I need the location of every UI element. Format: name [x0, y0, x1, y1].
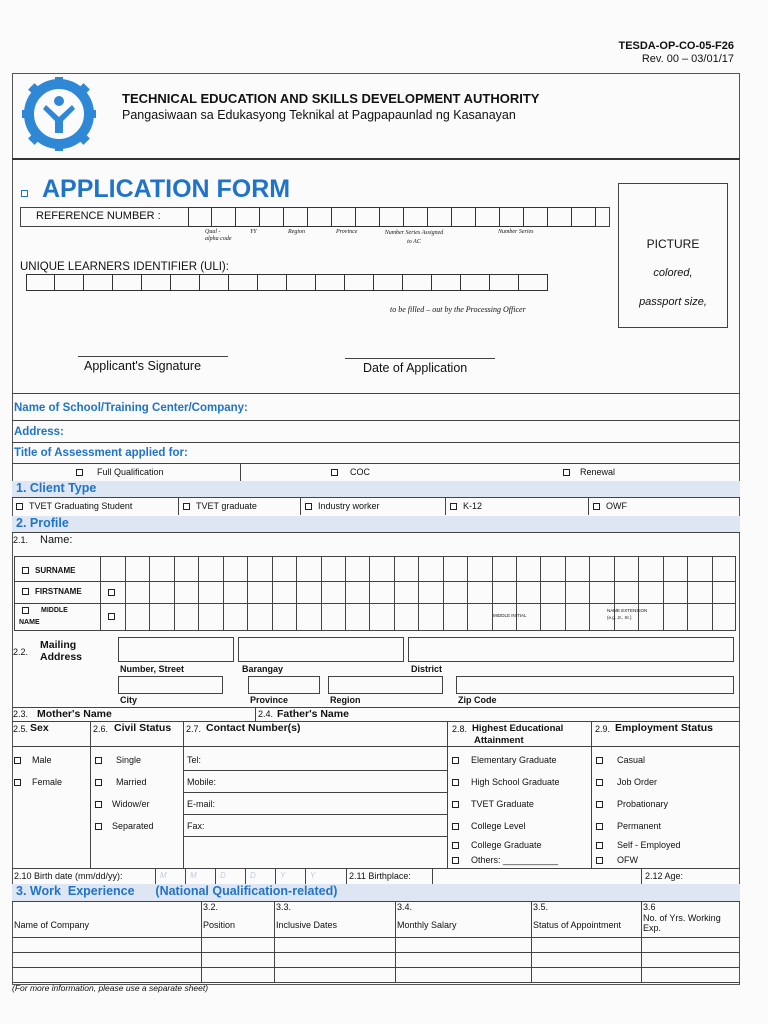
option-label: High School Graduate	[471, 777, 560, 787]
picture-label: PICTURE	[646, 237, 700, 251]
work-heading: 3. Work Experience (National Qualification-related)	[16, 884, 338, 898]
province-field[interactable]	[248, 676, 320, 694]
work-row-divider	[12, 967, 740, 968]
divider	[12, 868, 740, 869]
name-cell-divider	[321, 556, 322, 631]
birthplace-label: 2.11 Birthplace:	[349, 871, 411, 881]
client-owf[interactable]	[593, 501, 627, 511]
option-label: TVET graduate	[196, 501, 257, 511]
street-field[interactable]	[118, 637, 234, 662]
date-line[interactable]	[345, 358, 495, 359]
ref-sub-series: Number Series	[498, 229, 534, 235]
form-code: TESDA-OP-CO-05-F26	[618, 40, 734, 52]
work-col-divider	[201, 901, 202, 982]
sex-num: 2.5.	[13, 724, 29, 734]
divider	[183, 792, 447, 793]
revision: Rev. 00 – 03/01/17	[641, 53, 734, 65]
reference-cells[interactable]	[188, 207, 596, 227]
assessment-label: Title of Assessment applied for:	[14, 447, 188, 459]
name-cell-divider	[589, 556, 590, 631]
contact-label: Contact Number(s)	[206, 722, 301, 734]
birthdate-cell[interactable]: M	[155, 868, 185, 884]
divider	[591, 721, 592, 868]
address-label: Address:	[14, 426, 64, 438]
name-label: Name:	[40, 534, 73, 546]
birthdate-cell[interactable]: Y	[275, 868, 305, 884]
picture-colored: colored,	[653, 267, 693, 279]
name-cell-divider	[540, 556, 541, 631]
name-cell-divider	[467, 556, 468, 631]
name-cell-divider	[125, 556, 126, 631]
option-label: OFW	[617, 855, 638, 865]
divider	[12, 901, 740, 902]
work-col-num: 3.3.	[276, 902, 292, 912]
middle-label[interactable]	[22, 607, 68, 614]
name-cell-divider	[174, 556, 175, 631]
district-label: District	[411, 664, 443, 674]
emp-probationary[interactable]	[596, 799, 668, 809]
profile-band	[12, 516, 740, 532]
work-col-header: Status of Appointment	[533, 920, 622, 930]
work-col-header: Monthly Salary	[397, 920, 457, 930]
birthdate-label: 2.10 Birth date (mm/dd/yy):	[14, 871, 123, 881]
city-field[interactable]	[118, 676, 223, 694]
mobile-label: Mobile:	[187, 777, 217, 787]
divider	[183, 814, 447, 815]
work-col-divider	[274, 901, 275, 982]
sex-label: Sex	[30, 722, 49, 734]
divider	[12, 393, 740, 394]
street-label: Number, Street	[120, 664, 185, 674]
birthdate-cell[interactable]: D	[215, 868, 245, 884]
mailing-label-1: Mailing	[40, 639, 77, 651]
client-industry-worker[interactable]	[305, 501, 380, 511]
emp-self-employed[interactable]	[596, 840, 681, 850]
ref-sub-province: Province	[336, 229, 358, 235]
zip-field[interactable]	[456, 676, 734, 694]
emp-num: 2.9.	[595, 724, 611, 734]
father-label: Father's Name	[277, 708, 349, 720]
uli-label: UNIQUE LEARNERS IDENTIFIER (ULI):	[20, 261, 229, 273]
client-type-heading: 1. Client Type	[16, 481, 97, 495]
work-row-divider	[12, 937, 740, 938]
option-label: COC	[350, 467, 370, 477]
title-checkbox[interactable]	[21, 190, 28, 197]
edu-college-grad[interactable]	[452, 840, 542, 850]
birthdate-cell[interactable]: D	[245, 868, 275, 884]
region-field[interactable]	[328, 676, 443, 694]
option-label: FIRSTNAME	[35, 587, 82, 596]
processing-note: to be filled – out by the Processing Officer	[390, 305, 526, 314]
divider	[14, 581, 736, 582]
emp-permanent[interactable]	[596, 821, 661, 831]
signature-line[interactable]	[78, 356, 228, 357]
mailing-num: 2.2.	[13, 647, 29, 657]
picture-size: passport size,	[639, 296, 707, 308]
option-label: Probationary	[617, 799, 669, 809]
zip-label: Zip Code	[458, 695, 497, 705]
divider	[183, 836, 447, 837]
option-label: Separated	[112, 821, 154, 831]
surname-label[interactable]	[22, 566, 75, 575]
city-label: City	[120, 695, 138, 705]
divider	[447, 721, 448, 868]
barangay-field[interactable]	[238, 637, 404, 662]
name-cell-divider	[663, 556, 664, 631]
firstname-checkbox[interactable]	[108, 589, 115, 596]
header-divider	[12, 158, 740, 160]
edu-num: 2.8.	[452, 724, 468, 734]
divider	[432, 868, 433, 884]
edu-tvet[interactable]	[452, 799, 534, 809]
name-cell-divider	[247, 556, 248, 631]
option-label: Self - Employed	[617, 840, 681, 850]
emp-label: Employment Status	[615, 722, 714, 734]
name-num: 2.1.	[13, 535, 29, 545]
age-label: 2.12 Age:	[645, 871, 684, 881]
name-cell-divider	[198, 556, 199, 631]
option-label: Male	[32, 755, 52, 765]
option-label: Casual	[617, 755, 646, 765]
work-col-num: 3.6	[643, 902, 656, 912]
client-type-band	[12, 481, 740, 497]
name-ext-hint: (e.g. Jr., Sr.)	[607, 615, 632, 620]
mother-label: Mother's Name	[37, 708, 112, 720]
ref-sub-yy: YY	[250, 229, 257, 235]
edu-elementary[interactable]	[452, 755, 557, 765]
name-cell-divider	[296, 556, 297, 631]
tesda-logo-icon	[20, 75, 98, 153]
work-col-header: Position	[203, 920, 236, 930]
contact-num: 2.7.	[186, 724, 202, 734]
name-cell-divider	[149, 556, 150, 631]
name-cell-divider	[418, 556, 419, 631]
option-label: Job Order	[617, 777, 658, 787]
option-label: Married	[116, 777, 147, 787]
civil-widow[interactable]	[95, 799, 150, 809]
option-label: Full Qualification	[97, 467, 164, 477]
civil-married[interactable]	[95, 777, 147, 787]
divider	[240, 463, 241, 481]
sex-female[interactable]	[14, 777, 62, 787]
divider	[255, 707, 256, 721]
work-col-num: 3.2.	[203, 902, 219, 912]
civil-label: Civil Status	[114, 722, 172, 734]
name-cell-divider	[712, 556, 713, 631]
emp-casual[interactable]	[596, 755, 645, 765]
name-cell-divider	[638, 556, 639, 631]
school-label: Name of School/Training Center/Company:	[14, 402, 248, 414]
divider	[12, 463, 740, 464]
divider	[641, 868, 642, 884]
work-col-header: No. of Yrs. Working Exp.	[643, 913, 721, 933]
divider	[12, 707, 740, 708]
name-cell-divider	[369, 556, 370, 631]
ref-sub-qual: Qual - alpha code	[205, 229, 232, 242]
work-col-header: Inclusive Dates	[276, 920, 338, 930]
work-col-num: 3.5.	[533, 902, 549, 912]
divider	[445, 497, 446, 515]
fax-label: Fax:	[187, 821, 205, 831]
divider	[183, 721, 184, 868]
middle-label-2: NAME	[19, 619, 40, 626]
option-full-qualification[interactable]	[76, 467, 164, 477]
work-col-header: Name of Company	[14, 920, 90, 930]
option-label: Others: ___________	[471, 855, 559, 865]
divider	[14, 603, 736, 604]
work-row-divider	[12, 952, 740, 953]
divider	[588, 497, 589, 515]
barangay-label: Barangay	[242, 664, 284, 674]
option-label: OWF	[606, 501, 627, 511]
option-label: TVET Graduate	[471, 799, 534, 809]
name-cell-divider	[565, 556, 566, 631]
divider	[90, 721, 91, 868]
mailing-label-2: Address	[40, 651, 83, 663]
tel-label: Tel:	[187, 755, 202, 765]
client-k12[interactable]	[450, 501, 482, 511]
name-label-divider	[100, 556, 101, 631]
client-tvet-graduate[interactable]	[183, 501, 257, 511]
name-cell-divider	[223, 556, 224, 631]
footer-note: (For more information, please use a separate sheet)	[12, 983, 209, 993]
option-label: TVET Graduating Student	[29, 501, 133, 511]
province-label: Province	[250, 695, 289, 705]
option-label: College Level	[471, 821, 526, 831]
divider	[12, 746, 740, 747]
firstname-label[interactable]	[22, 587, 82, 596]
org-name: TECHNICAL EDUCATION AND SKILLS DEVELOPMENT AUTHORITY	[122, 91, 540, 106]
name-cell-divider	[492, 556, 493, 631]
option-label: College Graduate	[471, 840, 542, 850]
option-label: Renewal	[580, 467, 616, 477]
name-cell-divider	[687, 556, 688, 631]
date-label: Date of Application	[363, 361, 468, 375]
ref-sub-region: Region	[288, 229, 305, 235]
civil-num: 2.6.	[93, 724, 109, 734]
divider	[300, 497, 301, 515]
civil-separated[interactable]	[95, 821, 154, 831]
work-col-num: 3.4.	[397, 902, 413, 912]
page-title: APPLICATION FORM	[42, 175, 291, 203]
name-cell-divider	[345, 556, 346, 631]
option-label: SURNAME	[35, 566, 76, 575]
ref-sub-ac: Number Series Assigned to AC	[384, 230, 444, 245]
district-field[interactable]	[408, 637, 734, 662]
name-cell-divider	[443, 556, 444, 631]
reference-label: REFERENCE NUMBER :	[36, 210, 161, 222]
edu-label-2: Attainment	[474, 735, 524, 746]
mother-num: 2.3.	[13, 709, 29, 719]
civil-single[interactable]	[95, 755, 141, 765]
option-label: Elementary Graduate	[471, 755, 557, 765]
divider	[178, 497, 179, 515]
divider	[183, 770, 447, 771]
option-coc[interactable]	[331, 467, 370, 477]
divider	[12, 532, 740, 533]
name-cell-divider	[394, 556, 395, 631]
emp-ofw[interactable]	[596, 855, 638, 865]
option-label: Permanent	[617, 821, 662, 831]
org-tagalog: Pangasiwaan sa Edukasyong Teknikal at Pagpapaunlad ng Kasanayan	[122, 108, 516, 122]
middle-checkbox[interactable]	[108, 613, 115, 620]
uli-cells[interactable]	[26, 274, 548, 291]
option-label: Single	[116, 755, 142, 765]
divider	[12, 442, 740, 443]
edu-college-level[interactable]	[452, 821, 526, 831]
sex-male[interactable]	[14, 755, 52, 765]
work-col-divider	[395, 901, 396, 982]
edu-highschool[interactable]	[452, 777, 560, 787]
option-label: Widow/er	[112, 799, 150, 809]
edu-others[interactable]	[452, 855, 558, 865]
name-cell-divider	[516, 556, 517, 631]
signature-label: Applicant's Signature	[84, 359, 202, 373]
father-num: 2.4.	[258, 709, 274, 719]
work-col-divider	[641, 901, 642, 982]
birthdate-cell[interactable]: Y	[305, 868, 335, 884]
option-renewal[interactable]	[563, 467, 615, 477]
middle-initial-label: MIDDLE INITIAL	[493, 613, 527, 618]
work-col-divider	[531, 901, 532, 982]
birthdate-cell[interactable]: M	[185, 868, 215, 884]
option-label: K-12	[463, 501, 483, 511]
option-label: MIDDLE	[41, 607, 68, 615]
option-label: Industry worker	[318, 501, 380, 511]
email-label: E-mail:	[187, 799, 216, 809]
client-tvet-graduating[interactable]	[16, 501, 132, 511]
region-label: Region	[330, 695, 361, 705]
divider	[12, 420, 740, 421]
divider	[12, 497, 740, 498]
divider	[346, 868, 347, 884]
option-label: Female	[32, 777, 63, 787]
edu-label: Highest Educational	[472, 723, 564, 734]
name-ext-label: NAME EXTENSION	[607, 608, 648, 613]
emp-job-order[interactable]	[596, 777, 657, 787]
profile-heading: 2. Profile	[16, 516, 69, 530]
name-cell-divider	[272, 556, 273, 631]
